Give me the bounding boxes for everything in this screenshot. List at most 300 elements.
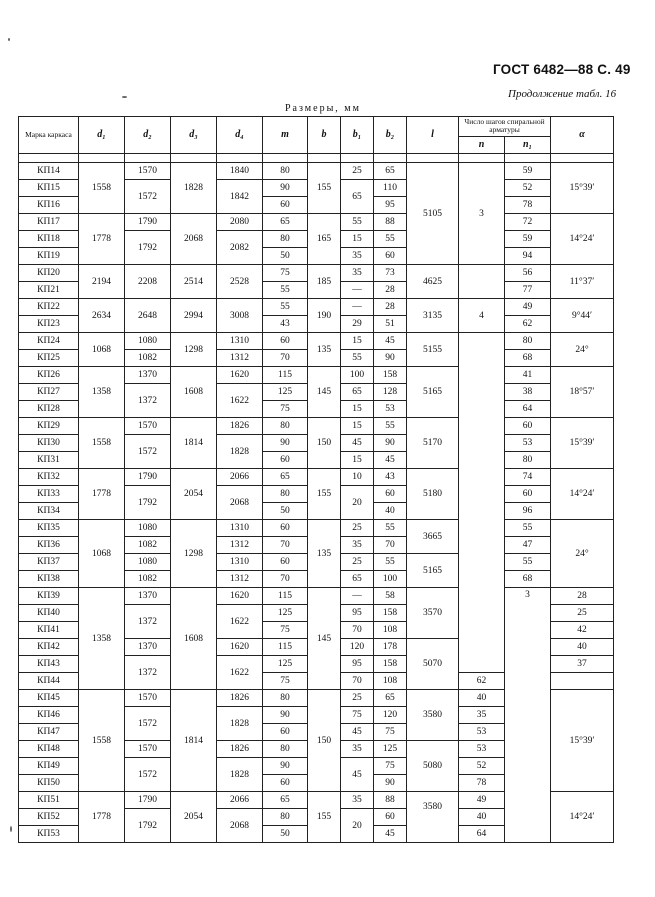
scan-speck bbox=[122, 96, 127, 98]
cell-marka: КП52 bbox=[19, 809, 79, 826]
cell-m: 80 bbox=[263, 809, 308, 826]
cell-d4: 1312 bbox=[217, 571, 263, 588]
cell-n1: 77 bbox=[505, 282, 551, 299]
col-marka: Марка каркаса bbox=[19, 117, 79, 154]
cell-n1: 78 bbox=[459, 775, 505, 792]
cell-b1: 35 bbox=[341, 537, 374, 554]
cell-b1: 25 bbox=[341, 163, 374, 180]
cell-b2: 55 bbox=[374, 418, 407, 435]
cell-n1: 62 bbox=[459, 673, 505, 690]
cell-n1: 80 bbox=[505, 333, 551, 350]
cell-m: 70 bbox=[263, 537, 308, 554]
cell-d1: 1068 bbox=[79, 520, 125, 588]
cell-d4: 1620 bbox=[217, 367, 263, 384]
cell-b2: 90 bbox=[374, 435, 407, 452]
cell-b1: 10 bbox=[341, 469, 374, 486]
table-row bbox=[19, 333, 614, 350]
cell-marka: КП35 bbox=[19, 520, 79, 537]
cell-b2: 178 bbox=[374, 639, 407, 656]
cell-n1: 72 bbox=[505, 214, 551, 231]
cell-m: 75 bbox=[263, 401, 308, 418]
cell-marka: КП36 bbox=[19, 537, 79, 554]
cell-b2: 60 bbox=[374, 809, 407, 826]
cell-b: 190 bbox=[308, 299, 341, 333]
cell-m: 90 bbox=[263, 758, 308, 775]
cell-b2: 55 bbox=[374, 520, 407, 537]
cell-marka: КП39 bbox=[19, 588, 79, 605]
cell-alpha: 11°37′ bbox=[551, 265, 614, 299]
cell-d4: 1310 bbox=[217, 520, 263, 537]
cell-d2: 1790 bbox=[125, 214, 171, 231]
cell-n1: 80 bbox=[505, 452, 551, 469]
cell-d2: 1370 bbox=[125, 639, 171, 656]
cell-l: 5155 bbox=[407, 333, 459, 367]
cell-marka: КП30 bbox=[19, 435, 79, 452]
cell-marka: КП37 bbox=[19, 554, 79, 571]
cell-b: 135 bbox=[308, 520, 341, 588]
cell-d2: 1080 bbox=[125, 520, 171, 537]
cell-l: 3580 bbox=[407, 690, 459, 741]
cell-alpha: 24° bbox=[551, 520, 614, 588]
cell-d2: 1082 bbox=[125, 350, 171, 367]
cell-d4: 1828 bbox=[217, 758, 263, 792]
cell-l: 3665 bbox=[407, 520, 459, 554]
cell-m: 75 bbox=[263, 265, 308, 282]
cell-l: 5180 bbox=[407, 469, 459, 520]
cell-l: 5165 bbox=[407, 554, 459, 588]
cell-marka: КП22 bbox=[19, 299, 79, 316]
cell-marka: КП41 bbox=[19, 622, 79, 639]
cell-d4: 1828 bbox=[217, 435, 263, 469]
cell-b: 145 bbox=[308, 367, 341, 418]
cell-b2: 51 bbox=[374, 316, 407, 333]
cell-n1: 37 bbox=[551, 656, 614, 673]
col-alpha: α bbox=[551, 117, 614, 154]
dimensions-table bbox=[18, 116, 614, 843]
cell-n1: 47 bbox=[505, 537, 551, 554]
cell-n1: 40 bbox=[551, 639, 614, 656]
cell-m: 80 bbox=[263, 163, 308, 180]
cell-m: 80 bbox=[263, 418, 308, 435]
col-d4: d₄ bbox=[217, 117, 263, 154]
cell-b2: 28 bbox=[374, 299, 407, 316]
cell-marka: КП29 bbox=[19, 418, 79, 435]
cell-d2: 1570 bbox=[125, 418, 171, 435]
cell-marka: КП49 bbox=[19, 758, 79, 775]
cell-n1: 40 bbox=[459, 809, 505, 826]
cell-b2: 45 bbox=[374, 826, 407, 843]
cell-n1: 60 bbox=[505, 486, 551, 503]
cell-d3: 2054 bbox=[171, 792, 217, 843]
cell-m: 115 bbox=[263, 588, 308, 605]
col-d1: d₁ bbox=[79, 117, 125, 154]
cell-m: 70 bbox=[263, 350, 308, 367]
cell-d2: 1792 bbox=[125, 486, 171, 520]
table-row bbox=[19, 214, 614, 231]
cell-b1: — bbox=[341, 282, 374, 299]
cell-d4: 1312 bbox=[217, 350, 263, 367]
cell-b2: 120 bbox=[374, 707, 407, 724]
cell-m: 60 bbox=[263, 554, 308, 571]
cell-d4: 1826 bbox=[217, 418, 263, 435]
cell-b2: 55 bbox=[374, 554, 407, 571]
table-row bbox=[19, 265, 614, 282]
cell-m: 65 bbox=[263, 469, 308, 486]
cell-d2: 1370 bbox=[125, 367, 171, 384]
cell-alpha: 18°57′ bbox=[551, 367, 614, 418]
cell-n1: 53 bbox=[505, 435, 551, 452]
cell-b: 165 bbox=[308, 214, 341, 265]
cell-marka: КП25 bbox=[19, 350, 79, 367]
cell-b1: 55 bbox=[341, 214, 374, 231]
cell-m: 50 bbox=[263, 503, 308, 520]
cell-n1: 28 bbox=[551, 588, 614, 605]
cell-m: 75 bbox=[263, 622, 308, 639]
col-b: b bbox=[308, 117, 341, 154]
cell-b1: 25 bbox=[341, 554, 374, 571]
standard-header: ГОСТ 6482—88 С. 49 bbox=[493, 62, 631, 77]
cell-b1: 75 bbox=[341, 707, 374, 724]
scan-speck bbox=[8, 38, 10, 41]
cell-alpha: 14°24′ bbox=[551, 792, 614, 843]
cell-d4: 1826 bbox=[217, 690, 263, 707]
cell-m: 55 bbox=[263, 299, 308, 316]
cell-marka: КП20 bbox=[19, 265, 79, 282]
table-row bbox=[19, 163, 614, 180]
cell-d4: 2068 bbox=[217, 486, 263, 520]
cell-marka: КП27 bbox=[19, 384, 79, 401]
cell-d4: 1842 bbox=[217, 180, 263, 214]
cell-b2: 88 bbox=[374, 214, 407, 231]
cell-n1: 55 bbox=[505, 520, 551, 537]
cell-alpha: 14°24′ bbox=[551, 469, 614, 520]
table-row bbox=[19, 588, 614, 605]
cell-d1: 1358 bbox=[79, 588, 125, 690]
cell-d2: 1572 bbox=[125, 180, 171, 214]
cell-b: 185 bbox=[308, 265, 341, 299]
cell-m: 125 bbox=[263, 656, 308, 673]
cell-n1: 25 bbox=[551, 605, 614, 622]
cell-d2: 1080 bbox=[125, 333, 171, 350]
cell-l: 3570 bbox=[407, 588, 459, 639]
cell-marka: КП19 bbox=[19, 248, 79, 265]
cell-marka: КП44 bbox=[19, 673, 79, 690]
cell-marka: КП26 bbox=[19, 367, 79, 384]
cell-n1: 60 bbox=[505, 418, 551, 435]
cell-b1: — bbox=[341, 299, 374, 316]
cell-b1: 45 bbox=[341, 758, 374, 792]
cell-b1: 35 bbox=[341, 265, 374, 282]
cell-m: 60 bbox=[263, 452, 308, 469]
cell-d4: 1840 bbox=[217, 163, 263, 180]
cell-b2: 128 bbox=[374, 384, 407, 401]
table-row bbox=[19, 520, 614, 537]
cell-b2: 65 bbox=[374, 163, 407, 180]
cell-b2: 100 bbox=[374, 571, 407, 588]
table-row bbox=[19, 418, 614, 435]
cell-l: 5105 bbox=[407, 163, 459, 265]
cell-n1: 56 bbox=[505, 265, 551, 282]
cell-d3: 1814 bbox=[171, 690, 217, 792]
cell-marka: КП50 bbox=[19, 775, 79, 792]
cell-d1: 1068 bbox=[79, 333, 125, 367]
cell-b2: 158 bbox=[374, 656, 407, 673]
cell-marka: КП53 bbox=[19, 826, 79, 843]
cell-b1: 15 bbox=[341, 231, 374, 248]
cell-marka: КП42 bbox=[19, 639, 79, 656]
cell-b1: 15 bbox=[341, 418, 374, 435]
cell-alpha: 15°39′ bbox=[551, 163, 614, 214]
cell-d1: 2194 bbox=[79, 265, 125, 299]
cell-d1: 1558 bbox=[79, 163, 125, 214]
cell-b: 150 bbox=[308, 418, 341, 469]
cell-alpha: 15°39′ bbox=[551, 690, 614, 792]
cell-n1: 94 bbox=[505, 248, 551, 265]
cell-b2: 110 bbox=[374, 180, 407, 197]
cell-d3: 1298 bbox=[171, 333, 217, 367]
cell-b1: 120 bbox=[341, 639, 374, 656]
cell-d3: 1828 bbox=[171, 163, 217, 214]
cell-b2: 95 bbox=[374, 197, 407, 214]
cell-l: 3135 bbox=[407, 299, 459, 333]
cell-d2: 1792 bbox=[125, 809, 171, 843]
cell-m: 43 bbox=[263, 316, 308, 333]
col-b1: b₁ bbox=[341, 117, 374, 154]
cell-d1: 1778 bbox=[79, 469, 125, 520]
cell-n1: 49 bbox=[505, 299, 551, 316]
cell-marka: КП47 bbox=[19, 724, 79, 741]
cell-d2: 1372 bbox=[125, 605, 171, 639]
cell-b: 135 bbox=[308, 333, 341, 367]
cell-n: 3 bbox=[459, 163, 505, 265]
continuation-label: Продолжение табл. 16 bbox=[508, 88, 617, 100]
col-l: l bbox=[407, 117, 459, 154]
cell-d2: 1792 bbox=[125, 231, 171, 265]
cell-n: 4 bbox=[459, 299, 505, 333]
cell-b1: 25 bbox=[341, 520, 374, 537]
cell-d4: 2080 bbox=[217, 214, 263, 231]
cell-d2: 1572 bbox=[125, 707, 171, 741]
cell-marka: КП15 bbox=[19, 180, 79, 197]
cell-d4: 1622 bbox=[217, 656, 263, 690]
col-steps: Число шагов спиральной арматуры bbox=[459, 117, 551, 137]
cell-l: 5165 bbox=[407, 367, 459, 418]
cell-d1: 1358 bbox=[79, 367, 125, 418]
cell-b1: 95 bbox=[341, 605, 374, 622]
table-row bbox=[19, 367, 614, 384]
cell-d3: 1608 bbox=[171, 588, 217, 690]
cell-b1: 65 bbox=[341, 180, 374, 214]
cell-d3: 2994 bbox=[171, 299, 217, 333]
scan-speck bbox=[10, 826, 12, 832]
table-caption: Размеры, мм bbox=[285, 103, 361, 114]
cell-b1: 20 bbox=[341, 809, 374, 843]
cell-l: 5070 bbox=[407, 639, 459, 690]
cell-n1: 53 bbox=[459, 724, 505, 741]
cell-d4: 1310 bbox=[217, 554, 263, 571]
cell-m: 70 bbox=[263, 571, 308, 588]
header-row bbox=[19, 117, 614, 137]
cell-b1: 70 bbox=[341, 622, 374, 639]
cell-b1: 70 bbox=[341, 673, 374, 690]
cell-d2: 1570 bbox=[125, 163, 171, 180]
cell-marka: КП23 bbox=[19, 316, 79, 333]
col-n: n bbox=[459, 136, 505, 153]
cell-n bbox=[459, 265, 505, 299]
cell-n1: 41 bbox=[505, 367, 551, 384]
cell-d2: 1570 bbox=[125, 690, 171, 707]
cell-b2: 45 bbox=[374, 333, 407, 350]
cell-b1: 15 bbox=[341, 401, 374, 418]
cell-n1: 52 bbox=[505, 180, 551, 197]
col-n1: n₁ bbox=[505, 136, 551, 153]
cell-n1: 38 bbox=[505, 384, 551, 401]
cell-d1: 1558 bbox=[79, 690, 125, 792]
cell-d1: 1778 bbox=[79, 792, 125, 843]
cell-b1: 65 bbox=[341, 384, 374, 401]
table-row bbox=[19, 299, 614, 316]
cell-b2: 53 bbox=[374, 401, 407, 418]
cell-l: 5080 bbox=[407, 741, 459, 792]
cell-d2: 2648 bbox=[125, 299, 171, 333]
cell-n bbox=[459, 333, 505, 673]
cell-m: 115 bbox=[263, 639, 308, 656]
cell-marka: КП21 bbox=[19, 282, 79, 299]
cell-b2: 158 bbox=[374, 367, 407, 384]
cell-marka: КП45 bbox=[19, 690, 79, 707]
cell-m: 80 bbox=[263, 741, 308, 758]
cell-b2: 70 bbox=[374, 537, 407, 554]
cell-b1: 95 bbox=[341, 656, 374, 673]
cell-b2: 28 bbox=[374, 282, 407, 299]
cell-b2: 58 bbox=[374, 588, 407, 605]
cell-b2: 108 bbox=[374, 622, 407, 639]
cell-m: 90 bbox=[263, 707, 308, 724]
cell-d2: 1790 bbox=[125, 469, 171, 486]
cell-m: 125 bbox=[263, 605, 308, 622]
cell-d4: 1622 bbox=[217, 384, 263, 418]
cell-marka: КП46 bbox=[19, 707, 79, 724]
cell-d1: 2634 bbox=[79, 299, 125, 333]
cell-alpha: 24° bbox=[551, 333, 614, 367]
cell-d4: 1312 bbox=[217, 537, 263, 554]
cell-d2: 1572 bbox=[125, 435, 171, 469]
cell-n1: 52 bbox=[459, 758, 505, 775]
cell-marka: КП31 bbox=[19, 452, 79, 469]
cell-b2: 90 bbox=[374, 350, 407, 367]
cell-b2: 73 bbox=[374, 265, 407, 282]
cell-marka: КП28 bbox=[19, 401, 79, 418]
cell-d4: 2066 bbox=[217, 469, 263, 486]
cell-d2: 1082 bbox=[125, 571, 171, 588]
cell-n1: 59 bbox=[505, 231, 551, 248]
cell-b2: 60 bbox=[374, 486, 407, 503]
cell-n1: 42 bbox=[551, 622, 614, 639]
cell-b1: 45 bbox=[341, 724, 374, 741]
cell-d4: 1620 bbox=[217, 639, 263, 656]
cell-b: 155 bbox=[308, 469, 341, 520]
cell-alpha: 9°44′ bbox=[551, 299, 614, 333]
cell-d4: 2068 bbox=[217, 809, 263, 843]
cell-n1: 53 bbox=[459, 741, 505, 758]
cell-marka: КП34 bbox=[19, 503, 79, 520]
cell-m: 80 bbox=[263, 486, 308, 503]
cell-l: 4625 bbox=[407, 265, 459, 299]
cell-d2: 2208 bbox=[125, 265, 171, 299]
cell-b2: 65 bbox=[374, 690, 407, 707]
cell-marka: КП18 bbox=[19, 231, 79, 248]
cell-d4: 1310 bbox=[217, 333, 263, 350]
cell-d2: 1372 bbox=[125, 656, 171, 690]
cell-m: 80 bbox=[263, 231, 308, 248]
cell-m: 125 bbox=[263, 384, 308, 401]
cell-b2: 43 bbox=[374, 469, 407, 486]
cell-b1: 35 bbox=[341, 741, 374, 758]
cell-b2: 55 bbox=[374, 231, 407, 248]
cell-m: 60 bbox=[263, 520, 308, 537]
cell-marka: КП38 bbox=[19, 571, 79, 588]
cell-d2: 1572 bbox=[125, 758, 171, 792]
cell-n1: 78 bbox=[505, 197, 551, 214]
cell-marka: КП33 bbox=[19, 486, 79, 503]
cell-d4: 1828 bbox=[217, 707, 263, 741]
cell-marka: КП43 bbox=[19, 656, 79, 673]
cell-n1: 68 bbox=[505, 571, 551, 588]
cell-alpha: 14°24′ bbox=[551, 214, 614, 265]
cell-d3: 2514 bbox=[171, 265, 217, 299]
cell-m: 65 bbox=[263, 214, 308, 231]
cell-d2: 1370 bbox=[125, 588, 171, 605]
cell-l: 3580 bbox=[407, 792, 459, 843]
cell-d3: 1814 bbox=[171, 418, 217, 469]
cell-m: 65 bbox=[263, 792, 308, 809]
cell-m: 115 bbox=[263, 367, 308, 384]
cell-d3: 2054 bbox=[171, 469, 217, 520]
table-row bbox=[19, 469, 614, 486]
cell-n1: 35 bbox=[459, 707, 505, 724]
cell-n1: 59 bbox=[505, 163, 551, 180]
cell-marka: КП40 bbox=[19, 605, 79, 622]
cell-b1: 65 bbox=[341, 571, 374, 588]
cell-b1: — bbox=[341, 588, 374, 605]
cell-m: 60 bbox=[263, 724, 308, 741]
cell-b2: 45 bbox=[374, 452, 407, 469]
cell-d2: 1570 bbox=[125, 741, 171, 758]
cell-d4: 1620 bbox=[217, 588, 263, 605]
cell-m: 60 bbox=[263, 197, 308, 214]
cell-b1: 35 bbox=[341, 248, 374, 265]
cell-n1: 64 bbox=[459, 826, 505, 843]
cell-d4: 1826 bbox=[217, 741, 263, 758]
cell-d4: 2082 bbox=[217, 231, 263, 265]
cell-d4: 1622 bbox=[217, 605, 263, 639]
cell-m: 60 bbox=[263, 775, 308, 792]
cell-b1: 25 bbox=[341, 690, 374, 707]
cell-b2: 90 bbox=[374, 775, 407, 792]
cell-d2: 1080 bbox=[125, 554, 171, 571]
cell-d1: 1778 bbox=[79, 214, 125, 265]
cell-marka: КП32 bbox=[19, 469, 79, 486]
col-d2: d₂ bbox=[125, 117, 171, 154]
cell-d2: 1082 bbox=[125, 537, 171, 554]
cell-b2: 108 bbox=[374, 673, 407, 690]
cell-marka: КП14 bbox=[19, 163, 79, 180]
cell-b: 145 bbox=[308, 588, 341, 690]
cell-b1: 15 bbox=[341, 333, 374, 350]
cell-n1: 55 bbox=[505, 554, 551, 571]
cell-d1: 1558 bbox=[79, 418, 125, 469]
cell-d3: 1608 bbox=[171, 367, 217, 418]
